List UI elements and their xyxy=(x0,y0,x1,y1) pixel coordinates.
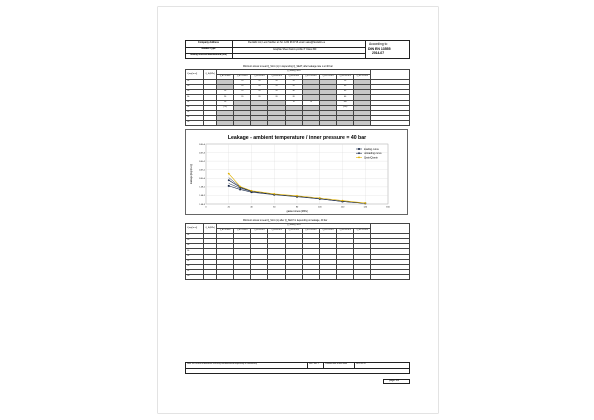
footer-divider-v1 xyxy=(307,362,308,368)
table1-cell: 100 xyxy=(337,100,354,105)
table1-row-label: 10¹ xyxy=(186,85,204,90)
legend-label: Qmin/Qsmin xyxy=(364,156,378,160)
table1-cell xyxy=(251,120,268,125)
table2-row-label: 10⁵ xyxy=(186,259,204,264)
table1-row-label: 10⁴ xyxy=(186,100,204,105)
table1-cell: 40 xyxy=(285,90,302,95)
gasket-type-label: Gasket Type xyxy=(201,47,216,51)
data-point xyxy=(319,197,321,199)
table1-blank-cell xyxy=(371,120,410,125)
table1-cell: 20 xyxy=(217,95,234,100)
table2-caption: Minimum stress to seat Q_Smin (L) after Q_SEAT in depending on leakage, 40 bar xyxy=(243,220,328,222)
gasket-type-value: Graphite Sheet Kamm-profile 3" Class 300 xyxy=(273,48,317,51)
table1-cell: 20 xyxy=(251,95,268,100)
table1-cell: 70 xyxy=(302,100,319,105)
table2-column-header: Q_A = 10 MPa xyxy=(217,229,234,234)
legend-marker xyxy=(358,157,360,159)
table1-row-header: L [mg/(m·s)] xyxy=(186,70,204,80)
table1-column-header: Q_A = 80 MPa xyxy=(285,75,302,80)
table2-cell xyxy=(319,274,336,279)
x-tick-label: 60 xyxy=(273,206,276,209)
table2-q-cell xyxy=(204,274,217,279)
seating-label: Seating stressed Manufactured (mm) xyxy=(190,54,227,57)
footer-date: 2019-05-15 xyxy=(356,363,366,365)
y-tick-label: 1.0E-3 xyxy=(199,203,205,206)
table2-row-label: 10⁴ xyxy=(186,254,204,259)
chart-title: Leakage - ambient temperature / inner pressure = 40 bar xyxy=(227,135,367,141)
table1-cell xyxy=(285,120,302,125)
table1-cell: 20 xyxy=(285,95,302,100)
x-tick-label: 40 xyxy=(250,206,253,209)
table1-column-header: Q_A = 20 MPa xyxy=(234,75,251,80)
company-label: Company Address xyxy=(197,41,220,44)
table1-column-header: Q_A = 160 MPa xyxy=(354,75,371,80)
table1-cell xyxy=(319,120,336,125)
table2-q-header: Q_A [MPa] xyxy=(204,224,217,234)
footer-rev: Rev.: Sec. 1 xyxy=(309,363,320,365)
table1-row-label: 10³ xyxy=(186,95,204,100)
y-tick-label: 1.0E+4 xyxy=(198,143,205,146)
company-value: Flexitallic Ltd, Leon Steibler an Tel. 1234 98 0715 email: sales@flexitallic.eu xyxy=(248,42,326,45)
table1-caption: Minimum stress to seat Q_Smin (L) in depending Q_SEAT, after leakage rate L at 40 bar xyxy=(243,66,333,68)
data-point xyxy=(228,179,230,181)
table1-cell xyxy=(337,120,354,125)
table1-row-label: 10° xyxy=(186,80,204,85)
table1-cell: 20 xyxy=(251,80,268,85)
table1-column-header: Q_A = 120 MPa xyxy=(319,75,336,80)
table2-blank-col xyxy=(371,224,410,234)
legend-label: unloading curve xyxy=(364,152,382,156)
table1-row-label: 10² xyxy=(186,90,204,95)
y-tick-label: 1.0E-2 xyxy=(199,195,205,198)
footer-created: Creation date of this sheet xyxy=(325,363,348,365)
table1-row-label: 10⁷ xyxy=(186,115,204,120)
data-point xyxy=(342,200,344,202)
data-point xyxy=(296,195,298,197)
x-axis-label: gasket stress [MPa] xyxy=(286,210,308,213)
table1-cell: (120) xyxy=(337,105,354,110)
data-point xyxy=(239,189,241,191)
table2-row-label: 10⁷ xyxy=(186,269,204,274)
y-tick-label: 1.0E+2 xyxy=(198,160,205,163)
table2-column-header: Q_A = 100 MPa xyxy=(302,229,319,234)
legend-marker xyxy=(358,148,360,150)
table2-row-label: 10⁸ xyxy=(186,274,204,279)
x-tick-label: 20 xyxy=(227,206,230,209)
table1-cell: 60 xyxy=(337,95,354,100)
table2-cell xyxy=(217,274,234,279)
table2-column-header: Q_A = 120 MPa xyxy=(319,229,336,234)
table1-cell: 20 xyxy=(217,90,234,95)
table2-row-label: 10⁶ xyxy=(186,264,204,269)
table1-column-header: Q_A = 60 MPa xyxy=(268,75,285,80)
page-number: page 1/2 xyxy=(389,379,400,383)
table2-sub-header: Q_Smin(L) MPa xyxy=(217,224,371,229)
table1-row-label: 10⁶ xyxy=(186,110,204,115)
x-tick-label: 100 xyxy=(318,206,322,209)
table1-cell: (70) xyxy=(217,105,234,110)
x-tick-label: 0 xyxy=(205,206,207,209)
table1-row-label: 10⁸ xyxy=(186,120,204,125)
table2-blank-cell xyxy=(371,274,410,279)
table2-cell xyxy=(337,274,354,279)
table1-cell xyxy=(302,120,319,125)
table1-cell: 40 xyxy=(337,90,354,95)
data-point xyxy=(228,185,230,187)
legend-label: loading curve xyxy=(364,147,379,151)
table1-column-header: Q_A = 100 MPa xyxy=(302,75,319,80)
table1-cell xyxy=(217,120,234,125)
table1-cell: 20 xyxy=(234,90,251,95)
standard-line-1: According to xyxy=(369,42,388,46)
table2-column-header: Q_A = 80 MPa xyxy=(285,229,302,234)
table1-cell: 20 xyxy=(337,80,354,85)
table1-sub-header: Q_Smin(L) MPa xyxy=(217,70,371,75)
data-point xyxy=(239,186,241,188)
table2-cell xyxy=(234,274,251,279)
standard-line-2: DIN EN 13555 xyxy=(368,46,391,51)
x-tick-label: 140 xyxy=(363,206,367,209)
table1-blank-col xyxy=(371,70,410,80)
table2-column-header: Q_A = 160 MPa xyxy=(354,229,371,234)
table1-row xyxy=(186,120,410,125)
datasheet-page xyxy=(158,7,438,413)
data-point xyxy=(364,202,366,204)
table1-cell xyxy=(268,120,285,125)
y-tick-label: 1.0E+1 xyxy=(198,169,205,172)
table1-cell: 20 xyxy=(234,95,251,100)
table1-cell: 20 xyxy=(285,80,302,85)
table2-cell xyxy=(354,274,371,279)
table1-cell: 20 xyxy=(268,95,285,100)
y-axis-label: leakage [mg/(m·s)] xyxy=(190,164,193,184)
table1-cell xyxy=(234,120,251,125)
leakage-chart xyxy=(185,129,408,215)
x-tick-label: 80 xyxy=(295,206,299,209)
table2-row-header: L [mg/(m·s)] xyxy=(186,224,204,234)
y-tick-label: 1.0E-1 xyxy=(199,186,205,189)
table2-column-header: Q_A = 140 MPa xyxy=(337,229,354,234)
table2-row-label: 10² xyxy=(186,244,204,249)
table1-cell: 70 xyxy=(285,100,302,105)
table1-column-header: Q_A = 10 MPa xyxy=(217,75,234,80)
table1-cell: 20 xyxy=(251,85,268,90)
table1-cell: 20 xyxy=(234,80,251,85)
table1-cell: 20 xyxy=(251,90,268,95)
table2-column-header: Q_A = 20 MPa xyxy=(234,229,251,234)
table1-cell: 20 xyxy=(285,85,302,90)
table1-cell: 20 xyxy=(234,85,251,90)
table1-cell: 40 xyxy=(337,85,354,90)
table2-cell xyxy=(285,274,302,279)
header-divider-v1 xyxy=(232,40,233,59)
table2-row xyxy=(186,274,410,279)
table2-row-label: 10¹ xyxy=(186,239,204,244)
table2-cell xyxy=(302,274,319,279)
data-point xyxy=(273,193,275,195)
footer-note: Note: the content of datasheet calls may not determined respectively in consistency xyxy=(187,363,257,365)
leakage-chart-svg xyxy=(186,130,409,216)
table2-cell xyxy=(251,274,268,279)
footer-divider-v3 xyxy=(354,362,355,368)
x-tick-label: 120 xyxy=(340,206,345,209)
footer-divider-h xyxy=(185,368,410,369)
table1-column-header: Q_A = 40 MPa xyxy=(251,75,268,80)
x-tick-label: 160 xyxy=(386,206,390,209)
table1-row-label: 10⁵ xyxy=(186,105,204,110)
table2-row-label: 10° xyxy=(186,234,204,239)
legend-marker xyxy=(358,152,360,154)
y-tick-label: 1.0E+0 xyxy=(198,178,205,181)
table1-column-header: Q_A = 140 MPa xyxy=(337,75,354,80)
table2-cell xyxy=(268,274,285,279)
table1-q-cell xyxy=(204,120,217,125)
table2-column-header: Q_A = 60 MPa xyxy=(268,229,285,234)
table1 xyxy=(185,69,410,126)
footer-divider-v2 xyxy=(323,362,324,368)
table1-cell xyxy=(354,120,371,125)
table1-cell: 20 xyxy=(217,100,234,105)
table1-cell: 20 xyxy=(268,85,285,90)
table1-cell: 20 xyxy=(268,80,285,85)
table2-row-label: 10³ xyxy=(186,249,204,254)
y-tick-label: 1.0E+3 xyxy=(198,152,205,155)
table2-column-header: Q_A = 40 MPa xyxy=(251,229,268,234)
standard-line-3: 2014-07 xyxy=(372,51,385,56)
data-point xyxy=(251,190,253,192)
header-divider-v2 xyxy=(365,40,366,59)
table1-cell: 20 xyxy=(268,90,285,95)
data-point xyxy=(228,173,230,175)
table1-q-header: Q_A [MPa] xyxy=(204,70,217,80)
table2 xyxy=(185,223,410,280)
